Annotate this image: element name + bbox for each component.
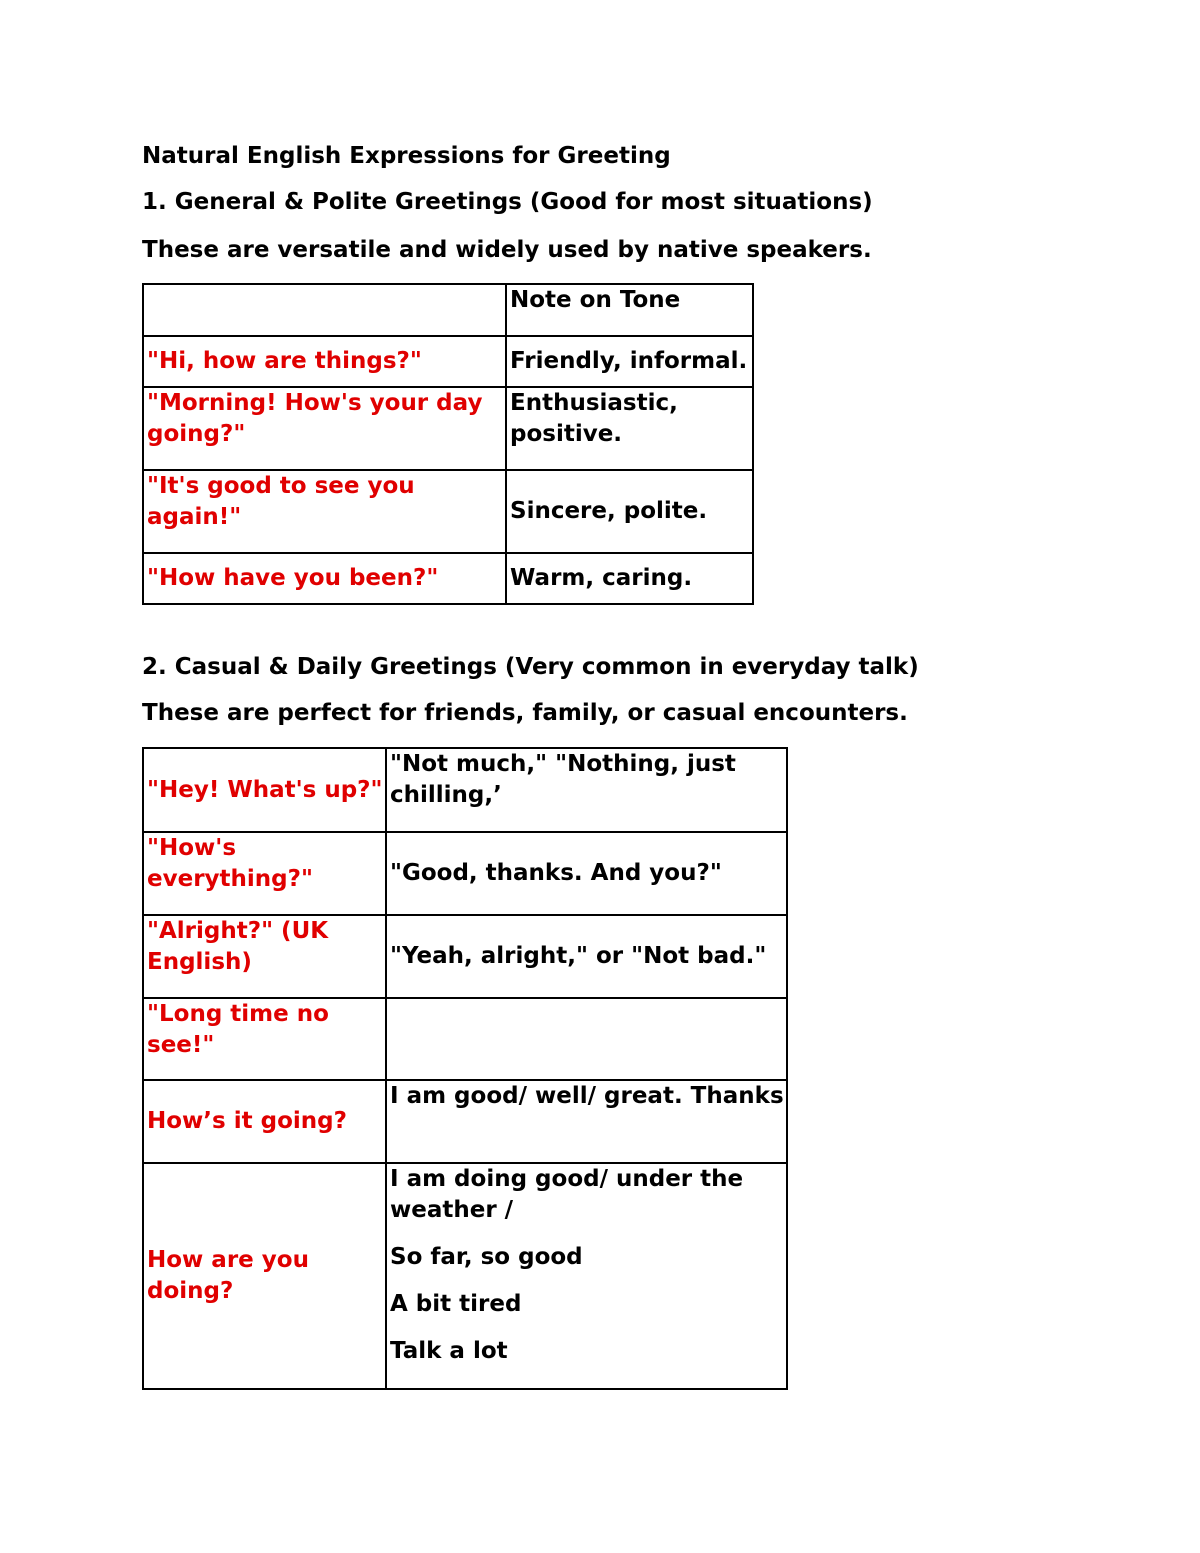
- response-cell: I am good/ well/ great. Thanks: [386, 1080, 787, 1163]
- expression-cell: "Long time no see!": [143, 998, 386, 1080]
- table-row: [143, 1163, 787, 1389]
- expression-cell: "How's everything?": [143, 832, 386, 915]
- table-row: [143, 387, 753, 470]
- response-line: A bit tired: [390, 1291, 522, 1317]
- expression-cell: "Hey! What's up?": [143, 748, 386, 832]
- response-line: So far, so good: [390, 1244, 583, 1270]
- expression-cell: "How have you been?": [143, 553, 506, 604]
- section-2-heading: 2. Casual & Daily Greetings (Very common in everyday talk): [142, 654, 919, 680]
- table-row: [143, 1080, 787, 1163]
- polite-greetings-table: [142, 283, 754, 605]
- table-row: [143, 553, 753, 604]
- header-expression-cell: [143, 284, 506, 336]
- response-cell: "Not much," "Nothing, just chilling,’: [386, 748, 787, 832]
- expression-cell: How are you doing?: [143, 1163, 386, 1389]
- section-2-intro: These are perfect for friends, family, or casual encounters.: [142, 700, 908, 726]
- expression-cell: "Morning! How's your day going?": [143, 387, 506, 470]
- note-cell: Warm, caring.: [506, 553, 753, 604]
- response-cell: [386, 998, 787, 1080]
- response-cell: "Yeah, alright," or "Not bad.": [386, 915, 787, 998]
- response-line: Talk a lot: [390, 1338, 508, 1364]
- table-header-row: [143, 284, 753, 336]
- table-row: [143, 998, 787, 1080]
- response-cell: [386, 1163, 787, 1389]
- section-1-intro: These are versatile and widely used by native speakers.: [142, 237, 872, 263]
- header-note-cell: Note on Tone: [506, 284, 753, 336]
- expression-cell: "Alright?" (UK English): [143, 915, 386, 998]
- casual-greetings-table: [142, 747, 788, 1390]
- table-row: [143, 832, 787, 915]
- expression-cell: "It's good to see you again!": [143, 470, 506, 553]
- table-row: [143, 915, 787, 998]
- expression-cell: "Hi, how are things?": [143, 336, 506, 387]
- response-cell: "Good, thanks. And you?": [386, 832, 787, 915]
- note-cell: Sincere, polite.: [506, 470, 753, 553]
- section-1-heading: 1. General & Polite Greetings (Good for most situations): [142, 189, 873, 215]
- document-title: Natural English Expressions for Greeting: [142, 143, 671, 169]
- table-row: [143, 470, 753, 553]
- response-line: I am doing good/ under the weather /: [390, 1166, 744, 1223]
- note-cell: Friendly, informal.: [506, 336, 753, 387]
- expression-cell: How’s it going?: [143, 1080, 386, 1163]
- note-cell: Enthusiastic, positive.: [506, 387, 753, 470]
- table-row: [143, 336, 753, 387]
- table-row: [143, 748, 787, 832]
